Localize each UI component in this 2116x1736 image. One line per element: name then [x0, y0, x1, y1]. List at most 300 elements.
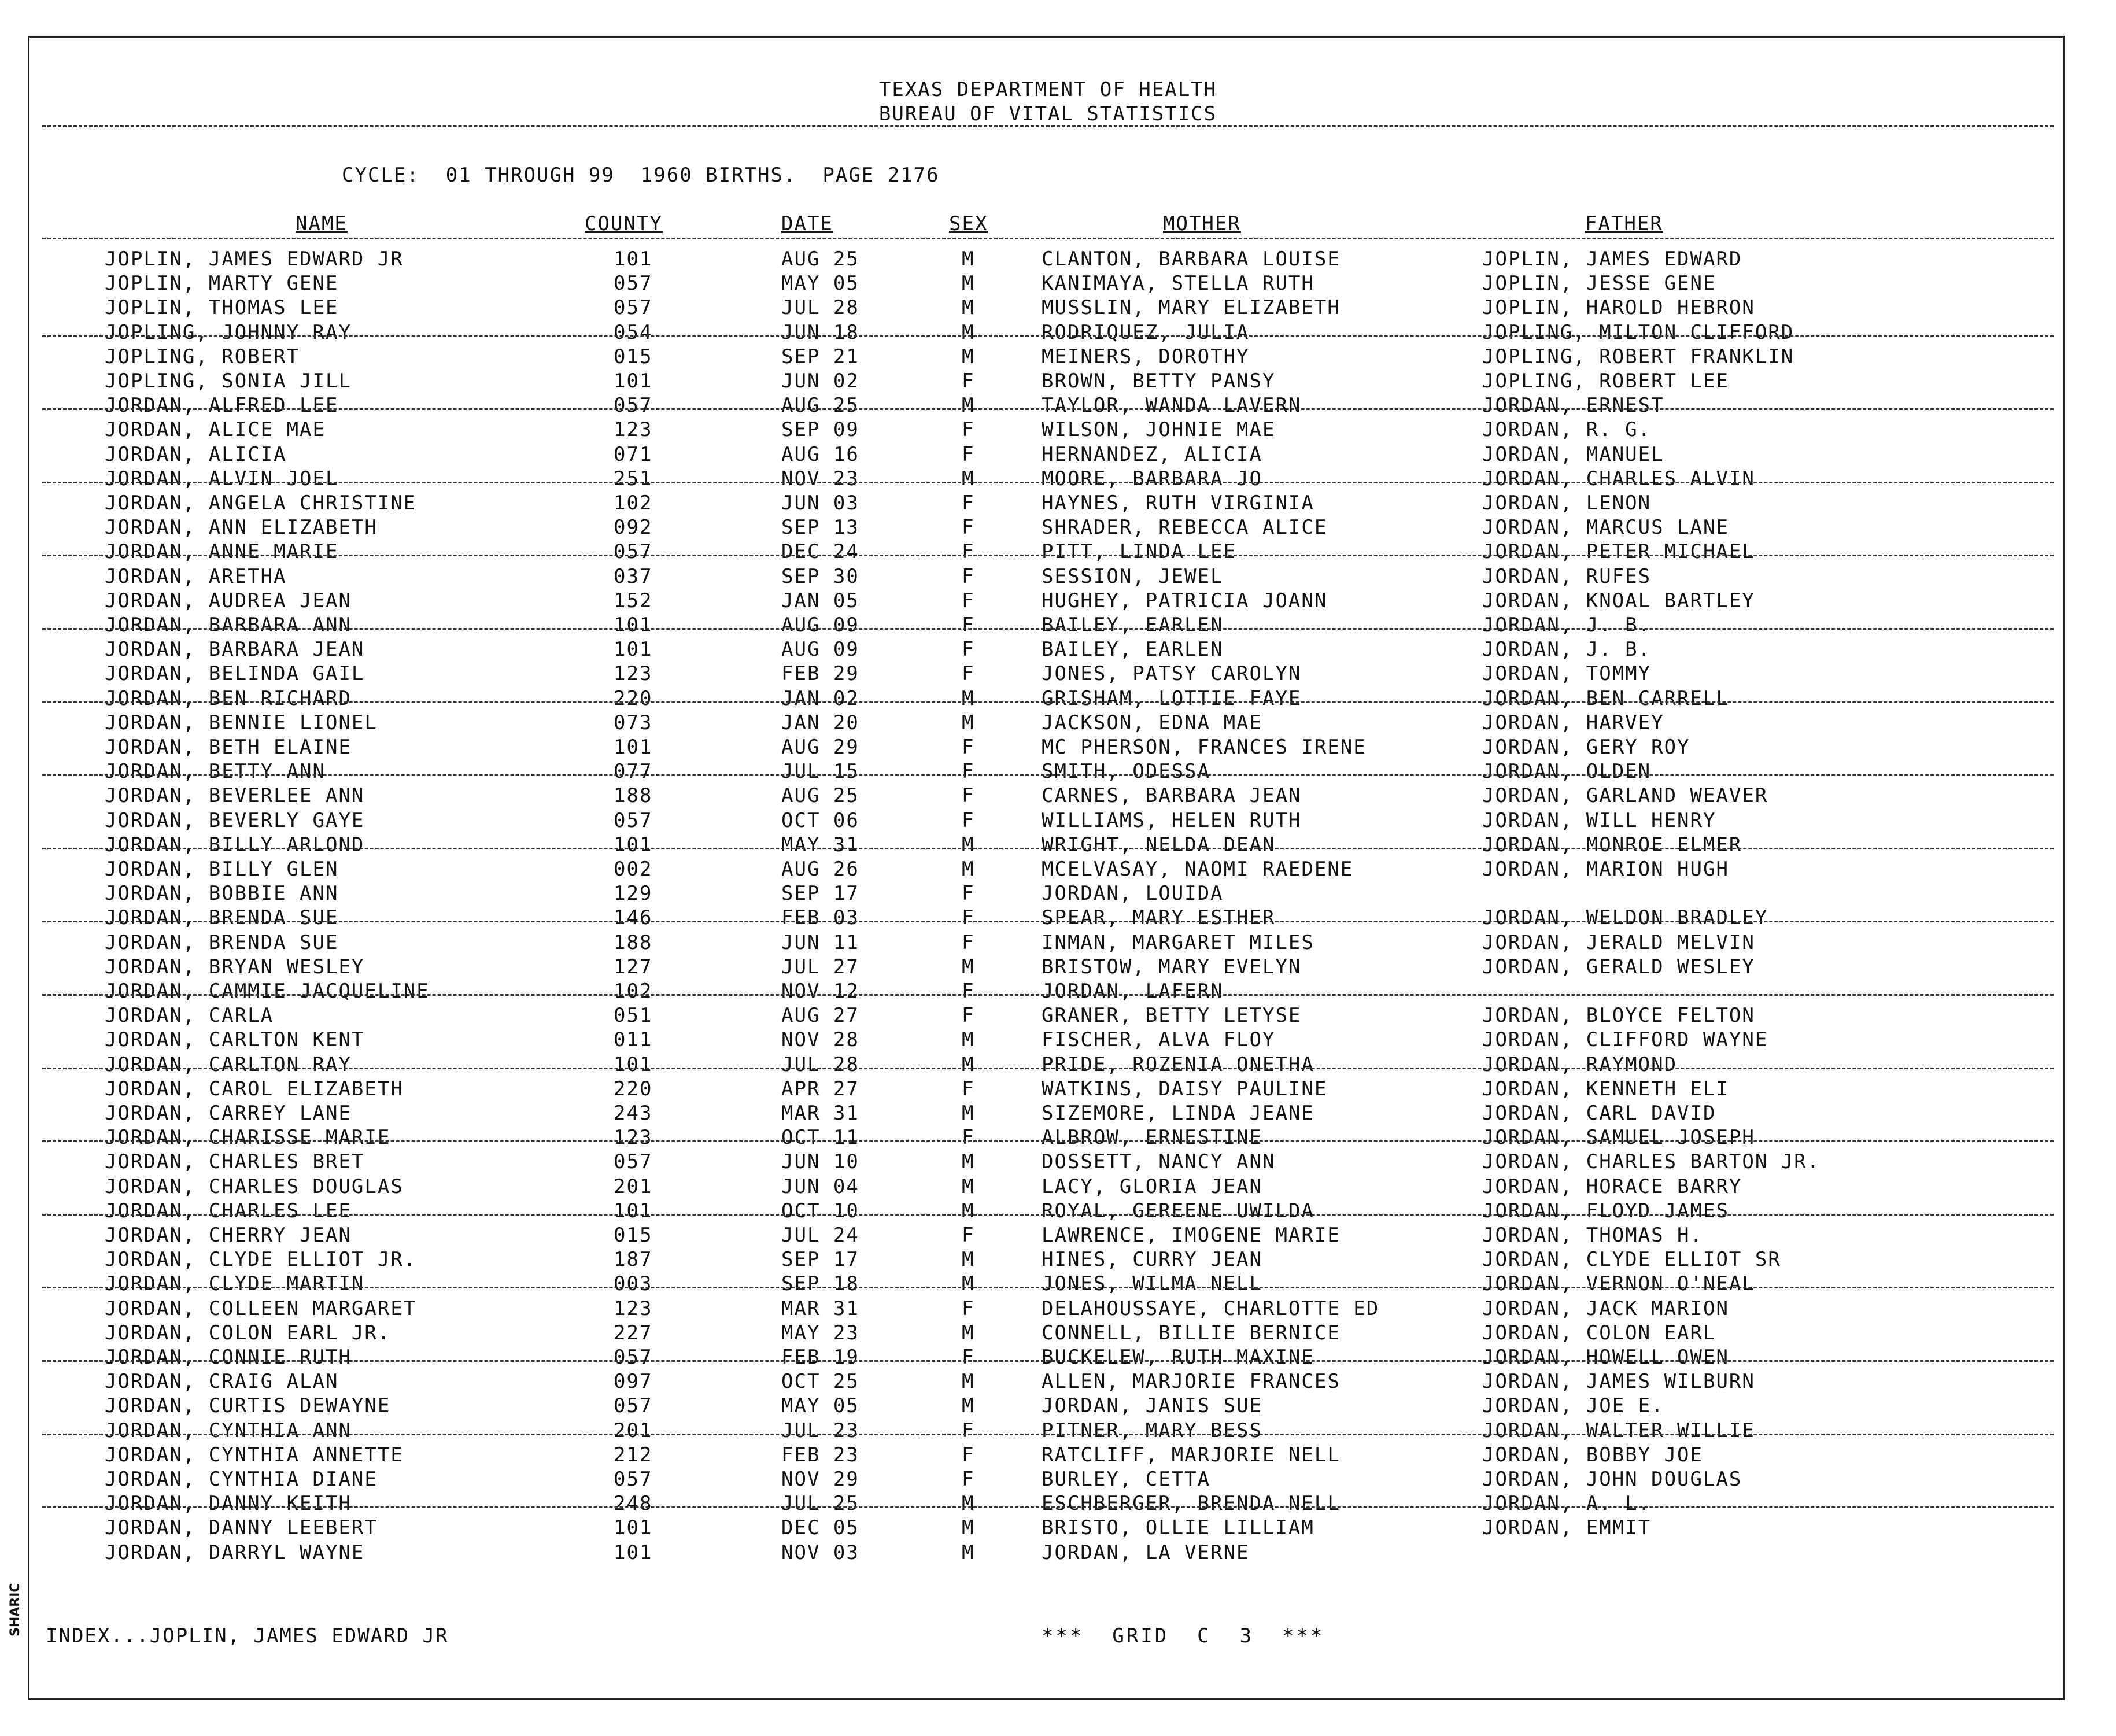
- table-row: [29, 1443, 2066, 1467]
- cell-mother: TAYLOR, WANDA LAVERN: [1042, 394, 1302, 418]
- table-row: [29, 1125, 2066, 1150]
- cell-mother: PITNER, MARY BESS: [1042, 1419, 1262, 1442]
- dashed-rule: [42, 774, 2054, 776]
- cell-county: 101: [614, 1516, 653, 1540]
- cell-date: OCT 11: [781, 1126, 859, 1150]
- cell-county: 011: [614, 1028, 653, 1052]
- cell-sex: M: [962, 686, 975, 710]
- cell-date: JUN 02: [781, 370, 859, 393]
- table-row: [29, 637, 2066, 662]
- cell-date: DEC 24: [781, 540, 859, 564]
- cell-father: JORDAN, HOWELL OWEN: [1482, 1346, 1729, 1369]
- column-header-date: DATE: [781, 212, 833, 235]
- cell-date: FEB 19: [781, 1346, 859, 1369]
- cell-sex: M: [962, 467, 975, 490]
- cell-county: 057: [614, 296, 653, 320]
- cell-date: FEB 23: [781, 1443, 859, 1467]
- table-row: [29, 442, 2066, 467]
- cell-sex: M: [962, 1102, 975, 1125]
- table-row: [29, 955, 2066, 979]
- table-row: [29, 320, 2066, 345]
- column-header-father: FATHER: [1585, 212, 1663, 235]
- cell-county: 101: [614, 1541, 653, 1564]
- table-row: [29, 1345, 2066, 1369]
- cell-county: 057: [614, 1150, 653, 1174]
- cell-father: JORDAN, GARLAND WEAVER: [1482, 784, 1768, 808]
- cell-mother: MCELVASAY, NAOMI RAEDENE: [1042, 858, 1354, 881]
- cell-mother: HERNANDEZ, ALICIA: [1042, 442, 1262, 466]
- cell-county: 251: [614, 467, 653, 490]
- cell-mother: SHRADER, REBECCA ALICE: [1042, 516, 1328, 540]
- cell-date: SEP 17: [781, 1248, 859, 1272]
- cell-sex: M: [962, 1150, 975, 1174]
- cell-mother: ESCHBERGER, BRENDA NELL: [1042, 1492, 1340, 1516]
- cell-date: AUG 09: [781, 638, 859, 662]
- cell-date: MAR 31: [781, 1297, 859, 1320]
- cell-sex: M: [962, 1492, 975, 1516]
- column-header-mother: MOTHER: [1163, 212, 1241, 235]
- cell-mother: BROWN, BETTY PANSY: [1042, 370, 1276, 393]
- cell-mother: PITT, LINDA LEE: [1042, 540, 1237, 564]
- cell-mother: WRIGHT, NELDA DEAN: [1042, 833, 1276, 856]
- cell-mother: PRIDE, ROZENIA ONETHA: [1042, 1052, 1314, 1076]
- cell-date: JUL 27: [781, 955, 859, 978]
- cell-mother: DELAHOUSSAYE, CHARLOTTE ED: [1042, 1297, 1380, 1320]
- cell-mother: BUCKELEW, RUTH MAXINE: [1042, 1346, 1314, 1369]
- cell-county: 101: [614, 1199, 653, 1222]
- cell-father: JORDAN, CLYDE ELLIOT SR: [1482, 1248, 1781, 1272]
- table-row: [29, 345, 2066, 369]
- cell-name: JORDAN, CARREY LANE: [105, 1102, 352, 1125]
- table-row: [29, 1394, 2066, 1418]
- table-row: [29, 1077, 2066, 1101]
- cell-father: JORDAN, FLOYD JAMES: [1482, 1199, 1729, 1222]
- dashed-rule: [42, 1360, 2054, 1362]
- cell-sex: F: [962, 882, 975, 906]
- cell-sex: M: [962, 858, 975, 881]
- cell-county: 003: [614, 1272, 653, 1296]
- cell-mother: BAILEY, EARLEN: [1042, 638, 1224, 662]
- table-row: [29, 1003, 2066, 1028]
- cell-mother: CARNES, BARBARA JEAN: [1042, 784, 1302, 808]
- cell-father: JORDAN, LENON: [1482, 492, 1652, 515]
- cell-date: JUL 28: [781, 1052, 859, 1076]
- column-header-name: NAME: [296, 212, 348, 235]
- cell-sex: F: [962, 784, 975, 808]
- cell-father: JORDAN, ERNEST: [1482, 394, 1664, 418]
- cell-date: AUG 26: [781, 858, 859, 881]
- cell-date: JUN 11: [781, 930, 859, 954]
- cell-date: AUG 27: [781, 1004, 859, 1028]
- cell-mother: MOORE, BARBARA JO: [1042, 467, 1262, 490]
- cell-name: JORDAN, CRAIG ALAN: [105, 1370, 339, 1394]
- cell-sex: F: [962, 662, 975, 686]
- cell-mother: LACY, GLORIA JEAN: [1042, 1174, 1262, 1198]
- table-row: [29, 1369, 2066, 1394]
- cell-date: JUL 24: [781, 1224, 859, 1247]
- cell-date: JUL 25: [781, 1492, 859, 1516]
- cell-sex: M: [962, 1052, 975, 1076]
- cell-father: JOPLING, ROBERT LEE: [1482, 370, 1729, 393]
- cell-name: JORDAN, DANNY LEEBERT: [105, 1516, 378, 1540]
- cell-mother: GRANER, BETTY LETYSE: [1042, 1004, 1302, 1028]
- cell-father: JORDAN, EMMIT: [1482, 1516, 1652, 1540]
- cell-date: SEP 09: [781, 418, 859, 442]
- cell-name: JORDAN, CHARLES BRET: [105, 1150, 365, 1174]
- cell-name: JOPLING, ROBERT: [105, 345, 300, 368]
- table-row: [29, 540, 2066, 564]
- cell-county: 057: [614, 1394, 653, 1418]
- cell-county: 054: [614, 320, 653, 344]
- cell-mother: BRISTOW, MARY EVELYN: [1042, 955, 1302, 978]
- dashed-rule: [42, 701, 2054, 703]
- cell-date: JUL 28: [781, 296, 859, 320]
- cell-sex: M: [962, 1028, 975, 1052]
- cell-sex: F: [962, 906, 975, 930]
- cell-sex: F: [962, 540, 975, 564]
- cell-mother: JORDAN, LOUIDA: [1042, 882, 1224, 906]
- dashed-rule: [42, 1434, 2054, 1435]
- cell-sex: F: [962, 1443, 975, 1467]
- cell-father: JORDAN, CHARLES ALVIN: [1482, 467, 1755, 490]
- cell-sex: F: [962, 1468, 975, 1491]
- cell-date: MAY 31: [781, 833, 859, 856]
- table-row: [29, 1297, 2066, 1321]
- cell-sex: F: [962, 930, 975, 954]
- cell-date: MAY 05: [781, 272, 859, 296]
- footer-index: INDEX...JOPLIN, JAMES EDWARD JR: [46, 1624, 449, 1648]
- cell-sex: F: [962, 1077, 975, 1100]
- cell-mother: KANIMAYA, STELLA RUTH: [1042, 272, 1314, 296]
- cell-father: JORDAN, MARION HUGH: [1482, 858, 1729, 881]
- cell-name: JORDAN, BETH ELAINE: [105, 736, 352, 759]
- cell-name: JORDAN, ANGELA CHRISTINE: [105, 492, 417, 515]
- cell-name: JORDAN, BILLY GLEN: [105, 858, 339, 881]
- cell-mother: FISCHER, ALVA FLOY: [1042, 1028, 1276, 1052]
- cell-name: JORDAN, COLLEEN MARGARET: [105, 1297, 417, 1320]
- cell-county: 037: [614, 564, 653, 588]
- cell-mother: JORDAN, JANIS SUE: [1042, 1394, 1262, 1418]
- cell-name: JORDAN, ALICE MAE: [105, 418, 326, 442]
- table-row: [29, 1223, 2066, 1247]
- cell-date: OCT 06: [781, 808, 859, 832]
- cell-name: JORDAN, BETTY ANN: [105, 760, 326, 784]
- dashed-rule: [42, 1214, 2054, 1216]
- cell-father: JORDAN, J. B.: [1482, 614, 1652, 637]
- table-row: [29, 1491, 2066, 1516]
- cell-name: JORDAN, CARLA: [105, 1004, 274, 1028]
- cell-father: JORDAN, HARVEY: [1482, 711, 1664, 734]
- cell-father: JORDAN, A. L.: [1482, 1492, 1652, 1516]
- cell-mother: WATKINS, DAISY PAULINE: [1042, 1077, 1328, 1100]
- cell-date: AUG 25: [781, 784, 859, 808]
- cell-name: JORDAN, CONNIE RUTH: [105, 1346, 352, 1369]
- cell-mother: SPEAR, MARY ESTHER: [1042, 906, 1276, 930]
- cell-father: JORDAN, BLOYCE FELTON: [1482, 1004, 1755, 1028]
- cell-sex: M: [962, 1174, 975, 1198]
- cell-name: JORDAN, CHARLES LEE: [105, 1199, 352, 1222]
- cell-sex: M: [962, 833, 975, 856]
- cell-sex: M: [962, 1394, 975, 1418]
- cell-mother: BAILEY, EARLEN: [1042, 614, 1224, 637]
- cell-father: JORDAN, GERALD WESLEY: [1482, 955, 1755, 978]
- cell-name: JORDAN, COLON EARL JR.: [105, 1321, 391, 1345]
- table-row: [29, 930, 2066, 955]
- table-row: [29, 1174, 2066, 1199]
- cell-county: 129: [614, 882, 653, 906]
- cell-mother: ALBROW, ERNESTINE: [1042, 1126, 1262, 1150]
- cell-county: 201: [614, 1419, 653, 1442]
- cell-sex: F: [962, 808, 975, 832]
- cell-mother: WILLIAMS, HELEN RUTH: [1042, 808, 1302, 832]
- dashed-rule: [42, 1287, 2054, 1288]
- cell-county: 101: [614, 370, 653, 393]
- cell-father: JORDAN, BOBBY JOE: [1482, 1443, 1703, 1467]
- cell-sex: F: [962, 589, 975, 612]
- table-row: [29, 1247, 2066, 1272]
- cell-name: JORDAN, CAROL ELIZABETH: [105, 1077, 404, 1100]
- cell-county: 097: [614, 1370, 653, 1394]
- cycle-line: CYCLE: 01 THROUGH 99 1960 BIRTHS. PAGE 2176: [342, 164, 940, 187]
- table-row: [29, 979, 2066, 1003]
- cell-father: JOPLING, MILTON CLIFFORD: [1482, 320, 1794, 344]
- cell-name: JORDAN, DARRYL WAYNE: [105, 1541, 365, 1564]
- cell-mother: INMAN, MARGARET MILES: [1042, 930, 1314, 954]
- cell-name: JORDAN, BRYAN WESLEY: [105, 955, 365, 978]
- cell-father: JORDAN, KNOAL BARTLEY: [1482, 589, 1755, 612]
- dashed-rule: [42, 1140, 2054, 1142]
- cell-name: JORDAN, DANNY KEITH: [105, 1492, 352, 1516]
- cell-county: 101: [614, 833, 653, 856]
- cell-county: 188: [614, 784, 653, 808]
- cell-mother: ALLEN, MARJORIE FRANCES: [1042, 1370, 1340, 1394]
- cell-father: JORDAN, COLON EARL: [1482, 1321, 1716, 1345]
- cell-date: SEP 17: [781, 882, 859, 906]
- dashed-rule: [42, 555, 2054, 556]
- cell-name: JORDAN, CARLTON RAY: [105, 1052, 352, 1076]
- cell-father: JORDAN, JOE E.: [1482, 1394, 1664, 1418]
- cell-father: JORDAN, BEN CARRELL: [1482, 686, 1729, 710]
- cell-mother: ROYAL, GEREENE UWILDA: [1042, 1199, 1314, 1222]
- cell-mother: JORDAN, LA VERNE: [1042, 1541, 1250, 1564]
- cell-date: SEP 13: [781, 516, 859, 540]
- table-row: [29, 881, 2066, 906]
- cell-father: JOPLIN, JAMES EDWARD: [1482, 248, 1742, 271]
- cell-sex: F: [962, 418, 975, 442]
- table-row: [29, 784, 2066, 808]
- side-stamp: SHARIC: [8, 1583, 23, 1637]
- table-row: [29, 1516, 2066, 1540]
- cell-mother: SESSION, JEWEL: [1042, 564, 1224, 588]
- table-row: [29, 393, 2066, 418]
- cell-father: JORDAN, HORACE BARRY: [1482, 1174, 1742, 1198]
- cell-name: JORDAN, CHARISSE MARIE: [105, 1126, 391, 1150]
- cell-date: AUG 25: [781, 394, 859, 418]
- cell-father: JORDAN, JAMES WILBURN: [1482, 1370, 1755, 1394]
- cell-name: JORDAN, BRENDA SUE: [105, 930, 339, 954]
- cell-county: 015: [614, 1224, 653, 1247]
- cell-date: JAN 20: [781, 711, 859, 734]
- cell-county: 123: [614, 662, 653, 686]
- cell-name: JORDAN, BRENDA SUE: [105, 906, 339, 930]
- column-header-county: COUNTY: [585, 212, 663, 235]
- cell-date: JUN 18: [781, 320, 859, 344]
- cell-date: FEB 03: [781, 906, 859, 930]
- cell-sex: F: [962, 1126, 975, 1150]
- cell-name: JORDAN, CAMMIE JACQUELINE: [105, 980, 430, 1003]
- document-frame: [28, 36, 2065, 1700]
- cell-father: JORDAN, CARL DAVID: [1482, 1102, 1716, 1125]
- table-row: [29, 1321, 2066, 1345]
- cell-name: JORDAN, AUDREA JEAN: [105, 589, 352, 612]
- cell-date: AUG 29: [781, 736, 859, 759]
- cell-county: 187: [614, 1248, 653, 1272]
- cell-date: JAN 02: [781, 686, 859, 710]
- dashed-rule: [42, 628, 2054, 630]
- table-row: [29, 515, 2066, 540]
- cell-mother: HINES, CURRY JEAN: [1042, 1248, 1262, 1272]
- cell-father: JORDAN, CLIFFORD WAYNE: [1482, 1028, 1768, 1052]
- cell-mother: MUSSLIN, MARY ELIZABETH: [1042, 296, 1340, 320]
- cell-date: APR 27: [781, 1077, 859, 1100]
- cell-county: 057: [614, 540, 653, 564]
- cell-father: JORDAN, MARCUS LANE: [1482, 516, 1729, 540]
- cell-county: 092: [614, 516, 653, 540]
- cell-county: 248: [614, 1492, 653, 1516]
- cell-county: 212: [614, 1443, 653, 1467]
- cell-father: JORDAN, CHARLES BARTON JR.: [1482, 1150, 1820, 1174]
- cell-county: 152: [614, 589, 653, 612]
- cell-county: 073: [614, 711, 653, 734]
- cell-father: JORDAN, J. B.: [1482, 638, 1652, 662]
- table-row: [29, 735, 2066, 759]
- cell-county: 220: [614, 686, 653, 710]
- table-row: [29, 686, 2066, 711]
- table-row: [29, 418, 2066, 442]
- cell-mother: RATCLIFF, MARJORIE NELL: [1042, 1443, 1340, 1467]
- table-row: [29, 613, 2066, 637]
- cell-sex: F: [962, 370, 975, 393]
- cell-sex: M: [962, 248, 975, 271]
- cell-father: JORDAN, TOMMY: [1482, 662, 1652, 686]
- cell-father: JORDAN, PETER MICHAEL: [1482, 540, 1755, 564]
- cell-date: MAY 05: [781, 1394, 859, 1418]
- cell-father: JORDAN, THOMAS H.: [1482, 1224, 1703, 1247]
- cell-mother: LAWRENCE, IMOGENE MARIE: [1042, 1224, 1340, 1247]
- cell-name: JORDAN, CLYDE ELLIOT JR.: [105, 1248, 417, 1272]
- footer-grid: *** GRID C 3 ***: [1042, 1624, 1325, 1648]
- cell-county: 057: [614, 1468, 653, 1491]
- cell-sex: F: [962, 516, 975, 540]
- cell-name: JORDAN, CARLTON KENT: [105, 1028, 365, 1052]
- cell-name: JOPLIN, MARTY GENE: [105, 272, 339, 296]
- cell-date: NOV 12: [781, 980, 859, 1003]
- table-row: [29, 662, 2066, 686]
- cell-name: JOPLING, SONIA JILL: [105, 370, 352, 393]
- table-row: [29, 247, 2066, 271]
- table-row: [29, 1272, 2066, 1296]
- table-row: [29, 906, 2066, 930]
- cell-mother: BURLEY, CETTA: [1042, 1468, 1211, 1491]
- cell-sex: M: [962, 1541, 975, 1564]
- cell-county: 102: [614, 980, 653, 1003]
- cell-date: JUN 04: [781, 1174, 859, 1198]
- cell-mother: SIZEMORE, LINDA JEANE: [1042, 1102, 1314, 1125]
- cell-father: JORDAN, JOHN DOUGLAS: [1482, 1468, 1742, 1491]
- cell-county: 057: [614, 1346, 653, 1369]
- cell-name: JOPLIN, JAMES EDWARD JR: [105, 248, 404, 271]
- cell-sex: F: [962, 614, 975, 637]
- table-row: [29, 1150, 2066, 1174]
- cell-sex: M: [962, 272, 975, 296]
- cell-sex: M: [962, 296, 975, 320]
- table-row: [29, 857, 2066, 881]
- cell-county: 127: [614, 955, 653, 978]
- cell-date: SEP 18: [781, 1272, 859, 1296]
- cell-father: JORDAN, JERALD MELVIN: [1482, 930, 1755, 954]
- cell-date: MAY 23: [781, 1321, 859, 1345]
- cell-mother: MC PHERSON, FRANCES IRENE: [1042, 736, 1367, 759]
- cell-date: NOV 28: [781, 1028, 859, 1052]
- cell-mother: BRISTO, OLLIE LILLIAM: [1042, 1516, 1314, 1540]
- cell-sex: M: [962, 955, 975, 978]
- dashed-rule: [42, 408, 2054, 410]
- cell-county: 123: [614, 418, 653, 442]
- cell-sex: M: [962, 1272, 975, 1296]
- cell-date: NOV 29: [781, 1468, 859, 1491]
- cell-date: SEP 21: [781, 345, 859, 368]
- table-row: [29, 467, 2066, 491]
- cell-name: JORDAN, BEVERLEE ANN: [105, 784, 365, 808]
- cell-father: JORDAN, WILL HENRY: [1482, 808, 1716, 832]
- cell-name: JORDAN, ALICIA: [105, 442, 287, 466]
- cell-county: 051: [614, 1004, 653, 1028]
- cell-sex: F: [962, 442, 975, 466]
- dashed-rule: [42, 921, 2054, 922]
- cell-sex: M: [962, 1516, 975, 1540]
- cell-mother: MEINERS, DOROTHY: [1042, 345, 1250, 368]
- cell-county: 220: [614, 1077, 653, 1100]
- cell-county: 146: [614, 906, 653, 930]
- cell-name: JORDAN, CLYDE MARTIN: [105, 1272, 365, 1296]
- cell-father: JORDAN, JACK MARION: [1482, 1297, 1729, 1320]
- cell-father: JOPLIN, HAROLD HEBRON: [1482, 296, 1755, 320]
- cell-father: JORDAN, RAYMOND: [1482, 1052, 1678, 1076]
- cell-date: JUL 23: [781, 1419, 859, 1442]
- cell-sex: M: [962, 1199, 975, 1222]
- cell-sex: M: [962, 345, 975, 368]
- cell-county: 123: [614, 1126, 653, 1150]
- cell-mother: CLANTON, BARBARA LOUISE: [1042, 248, 1340, 271]
- cell-mother: DOSSETT, NANCY ANN: [1042, 1150, 1276, 1174]
- table-row: [29, 271, 2066, 296]
- cell-date: SEP 30: [781, 564, 859, 588]
- table-row: [29, 759, 2066, 784]
- cell-county: 101: [614, 1052, 653, 1076]
- cell-sex: F: [962, 1346, 975, 1369]
- cell-date: AUG 25: [781, 248, 859, 271]
- cell-date: DEC 05: [781, 1516, 859, 1540]
- cell-sex: M: [962, 1370, 975, 1394]
- cell-name: JORDAN, BOBBIE ANN: [105, 882, 339, 906]
- cell-mother: JONES, WILMA NELL: [1042, 1272, 1262, 1296]
- dashed-rule: [42, 1068, 2054, 1069]
- cell-father: JORDAN, R. G.: [1482, 418, 1652, 442]
- dashed-rule: [42, 482, 2054, 483]
- cell-father: JORDAN, WALTER WILLIE: [1482, 1419, 1755, 1442]
- cell-name: JORDAN, CHERRY JEAN: [105, 1224, 352, 1247]
- cell-sex: M: [962, 711, 975, 734]
